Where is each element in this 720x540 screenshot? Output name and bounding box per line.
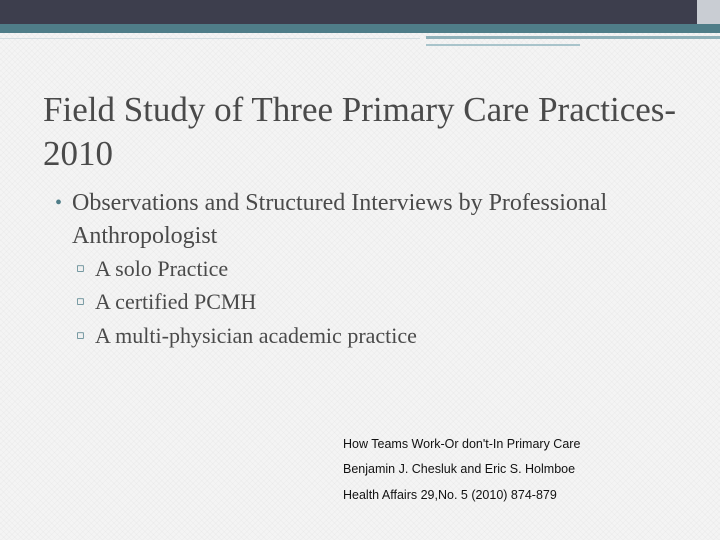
bullet-dot-icon: • [55,192,63,214]
sub-bullet-item [76,321,616,351]
sub-bullet-text: A solo Practice [95,256,229,281]
sub-bullet-text: A multi-physician academic practice [95,323,417,348]
sub-bullet-item [76,287,616,317]
citation-source: Health Affairs 29,No. 5 (2010) 874-879 [343,488,557,502]
header-rule-right [426,36,720,39]
header-bar-accent [697,0,720,24]
header-rule-right-short [426,44,580,46]
bullet-main [55,187,615,253]
square-bullet-icon: ▫ [76,294,85,309]
square-bullet-icon: ▫ [76,328,85,343]
sub-bullet-text: A certified PCMH [95,289,257,314]
header-bar-teal [0,24,720,33]
sub-bullet-item [76,254,616,284]
square-bullet-icon: ▫ [76,261,85,276]
header-bar-dark [0,0,720,24]
citation-authors: Benjamin J. Chesluk and Eric S. Holmboe [343,462,576,476]
bullet-main-text: Observations and Structured Interviews by Professional Anthropologist [72,190,608,249]
citation-title: How Teams Work-Or don't-In Primary Care [343,437,581,451]
header-rule-left [0,38,420,39]
slide-title: Field Study of Three Primary Care Practices-2010 [43,90,677,173]
